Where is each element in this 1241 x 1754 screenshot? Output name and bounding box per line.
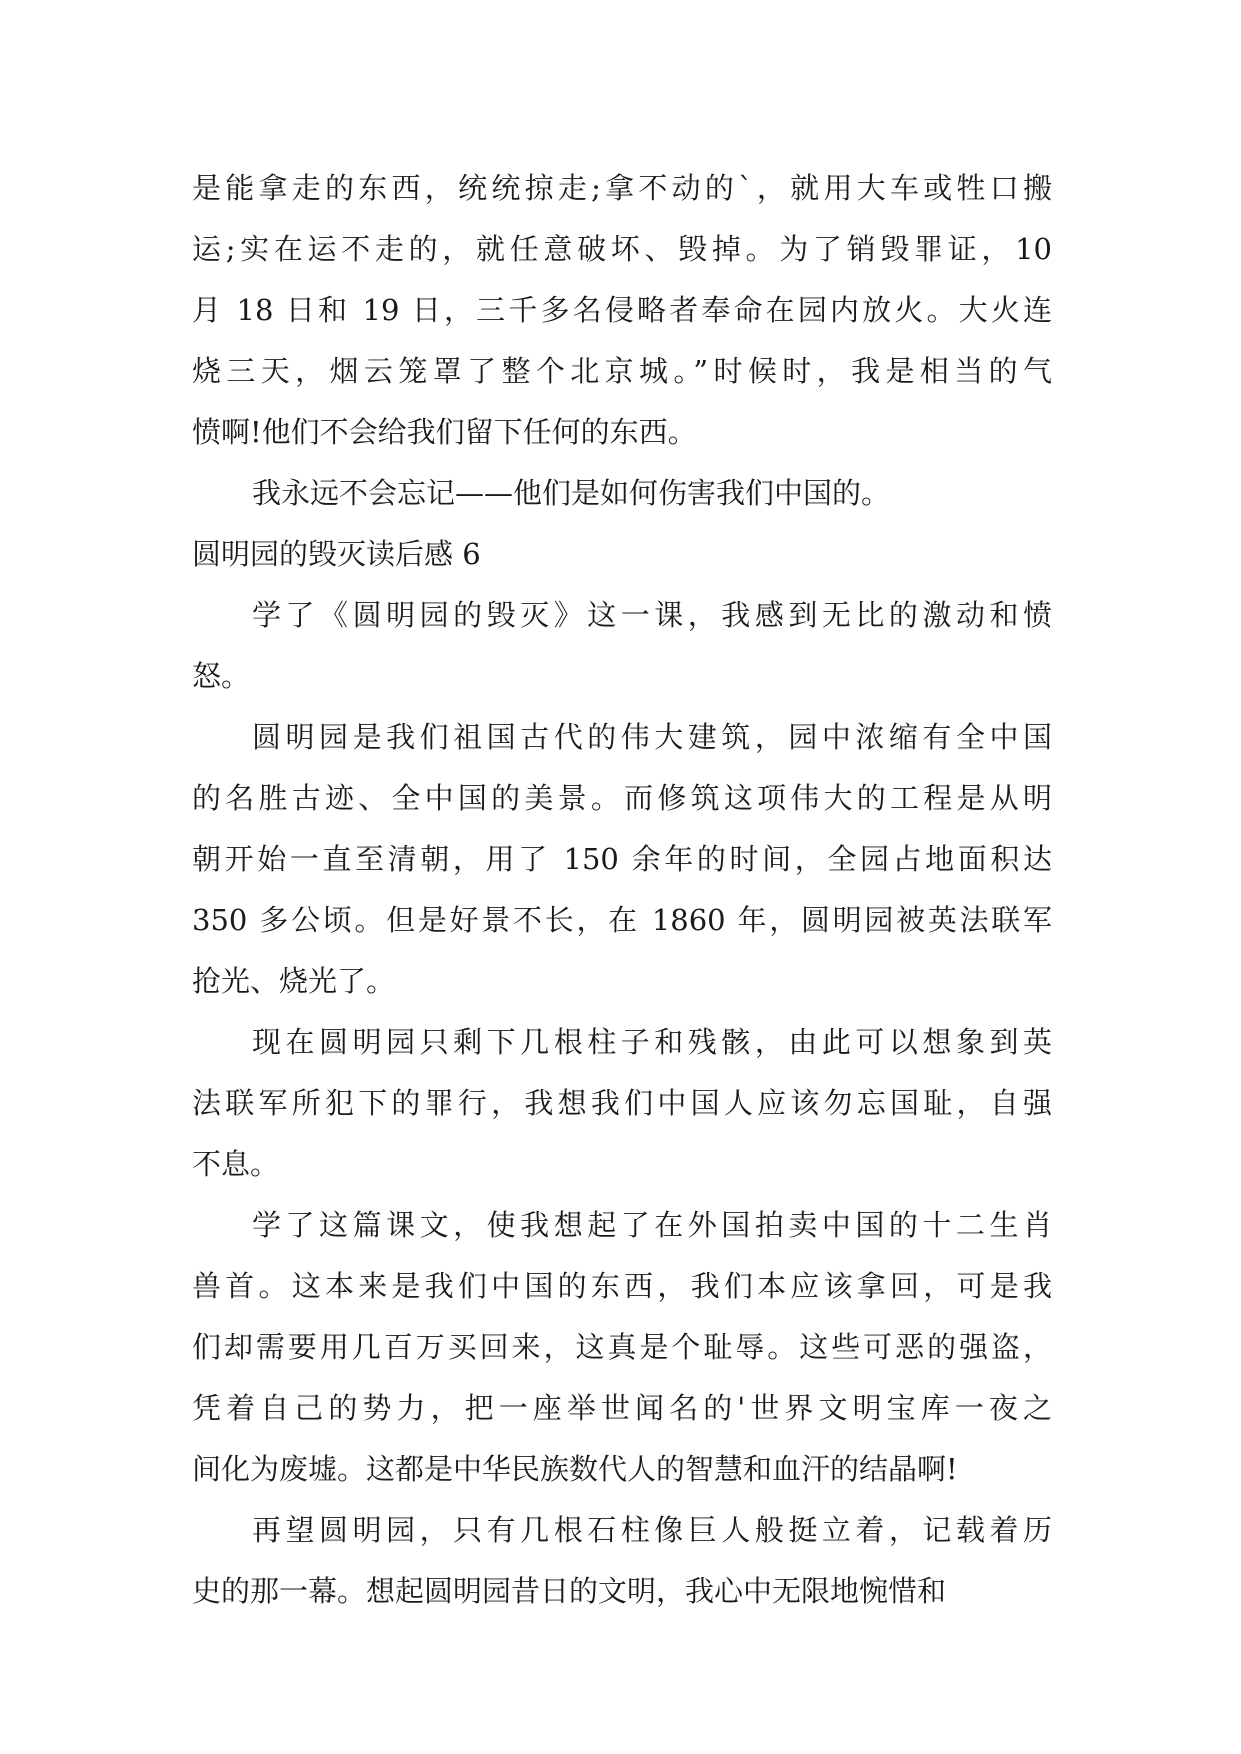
text-line: 们却需要用几百万买回来，这真是个耻辱。这些可恶的强盗， xyxy=(192,1330,1052,1364)
paragraph xyxy=(192,1195,1052,1500)
text-line: 兽首。这本来是我们中国的东西，我们本应该拿回，可是我 xyxy=(192,1269,1052,1303)
text-line: 史的那一幕。想起圆明园昔日的文明，我心中无限地惋惜和 xyxy=(192,1574,947,1608)
text-line: 愤啊!他们不会给我们留下任何的东西。 xyxy=(192,415,697,449)
text-line: 抢光、烧光了。 xyxy=(192,964,396,998)
document-body xyxy=(192,158,1052,1622)
text-line: 圆明园是我们祖国古代的伟大建筑，园中浓缩有全中国 xyxy=(252,720,1052,754)
paragraph xyxy=(192,1500,1052,1622)
text-line: 是能拿走的东西，统统掠走;拿不动的`，就用大车或牲口搬 xyxy=(192,171,1052,205)
text-line: 朝开始一直至清朝，用了 150 余年的时间，全园占地面积达 xyxy=(192,842,1052,876)
text-line: 月 18 日和 19 日，三千多名侵略者奉命在园内放火。大火连 xyxy=(192,293,1052,327)
paragraph xyxy=(192,158,1052,463)
section-heading xyxy=(192,524,1052,585)
text-line: 现在圆明园只剩下几根柱子和残骸，由此可以想象到英 xyxy=(252,1025,1052,1059)
text-line: 的名胜古迹、全中国的美景。而修筑这项伟大的工程是从明 xyxy=(192,781,1052,815)
text-line: 凭着自己的势力，把一座举世闻名的'世界文明宝库一夜之 xyxy=(192,1391,1052,1425)
paragraph xyxy=(192,1012,1052,1195)
text-line: 怒。 xyxy=(192,659,251,693)
paragraph xyxy=(192,707,1052,1012)
text-line: 不息。 xyxy=(192,1147,280,1181)
text-line: 350 多公顷。但是好景不长，在 1860 年，圆明园被英法联军 xyxy=(192,903,1052,937)
text-line: 法联军所犯下的罪行，我想我们中国人应该勿忘国耻，自强 xyxy=(192,1086,1052,1120)
text-line: 学了这篇课文，使我想起了在外国拍卖中国的十二生肖 xyxy=(252,1208,1052,1242)
text-line: 烧三天，烟云笼罩了整个北京城。”时候时，我是相当的气 xyxy=(192,354,1052,388)
text-line: 再望圆明园，只有几根石柱像巨人般挺立着，记载着历 xyxy=(252,1513,1052,1547)
paragraph xyxy=(192,585,1052,707)
text-line: 我永远不会忘记——他们是如何伤害我们中国的。 xyxy=(252,476,891,510)
paragraph xyxy=(192,463,1052,524)
heading-text: 圆明园的毁灭读后感 6 xyxy=(192,537,481,571)
text-line: 学了《圆明园的毁灭》这一课，我感到无比的激动和愤 xyxy=(252,598,1052,632)
text-line: 运;实在运不走的，就任意破坏、毁掉。为了销毁罪证，10 xyxy=(192,232,1052,266)
text-line: 间化为废墟。这都是中华民族数代人的智慧和血汗的结晶啊! xyxy=(192,1452,958,1486)
